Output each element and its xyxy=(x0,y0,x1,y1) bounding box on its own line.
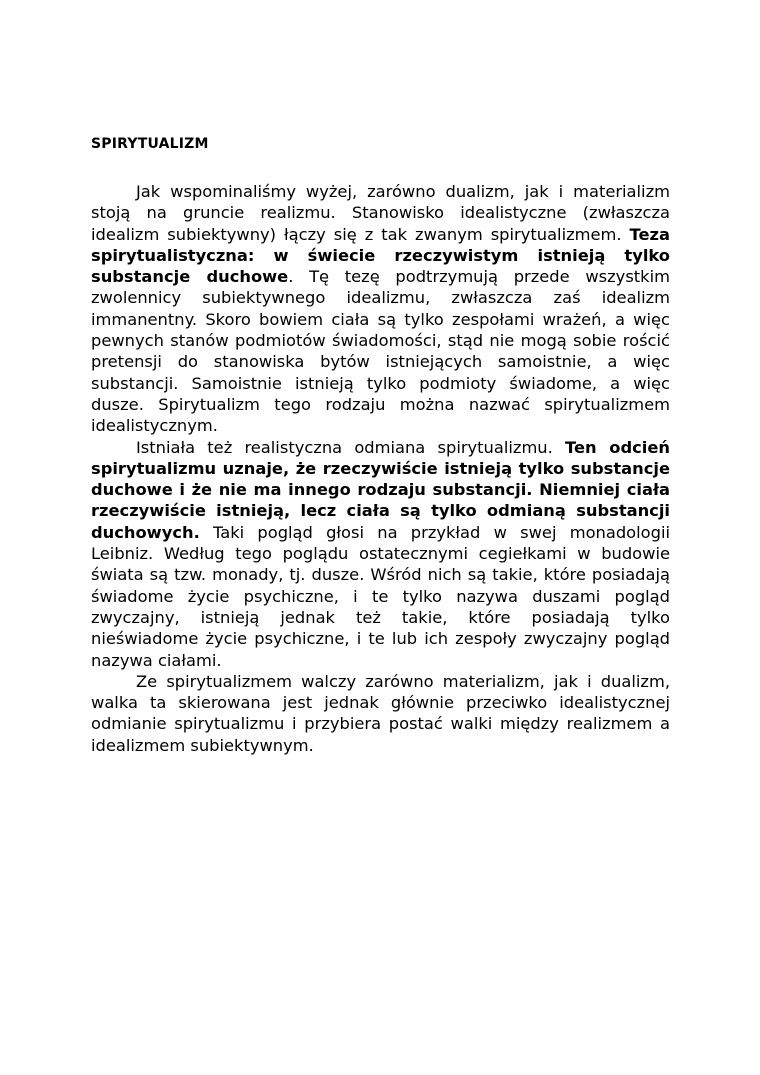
page-title: SPIRYTUALIZM xyxy=(91,136,209,152)
paragraph-1-emphasis: Teza spirytualistyczna: w świecie rzeczywistym istnieją tylko substancje duchowe xyxy=(91,224,670,287)
paragraph-2-emphasis: Ten odcień spirytualizmu uznaje, że rzeczywiście istnieją tylko substancje duchowe i że nie ma innego rodzaju substancji. Niemniej ciała rzeczywiście istnieją, lecz ciała są tylko odmianą substancji duchowych. xyxy=(91,437,670,542)
paragraph-1 xyxy=(91,181,670,437)
paragraph-3-text: Ze spirytualizmem walczy zarówno materializm, jak i dualizm, walka ta skierowana jest jednak głównie przeciwko idealistycznej odmianie spirytualizmu i przybiera postać walki między realizmem a idealizmem subiektywnym. xyxy=(91,671,670,755)
paragraph-2 xyxy=(91,437,670,671)
paragraph-1-text: Jak wspominaliśmy wyżej, zarówno dualizm, jak i materializm stoją na gruncie realizmu. Stanowisko idealistyczne (zwłaszcza idealizm subiektywny) łączy się z tak zwanym spirytualizmem. xyxy=(91,182,670,244)
paragraph-2-text: Istniała też realistyczna odmiana spirytualizmu. xyxy=(136,437,566,457)
paragraph-2-text-continued: Taki pogląd głosi na przykład w swej monadologii Leibniz. Według tego poglądu ostatecznymi cegiełkami w budowie świata są tzw. monady, tj. dusze. Wśród nich są takie, które posiadają świadome życie psychiczne, i te tylko nazywa duszami pogląd zwyczajny, istnieją jednak też takie, które posiadają tylko nieświadome życie psychiczne, i te lub ich zespoły zwyczajny pogląd nazywa ciałami. xyxy=(91,522,670,670)
paragraph-1-text-continued: . Tę tezę podtrzymują przede wszystkim zwolennicy subiektywnego idealizmu, zwłaszcza zaś idealizm immanentny. Skoro bowiem ciała są tylko zespołami wrażeń, a więc pewnych stanów podmiotów świadomości, stąd nie mogą sobie rościć pretensji do stanowiska bytów istniejących samoistnie, a więc substancji. Samoistnie istnieją tylko podmioty świadome, a więc dusze. Spirytualizm tego rodzaju można nazwać spirytualizmem idealistycznym. xyxy=(91,267,670,436)
paragraph-3 xyxy=(91,671,670,756)
document-body xyxy=(91,181,670,756)
